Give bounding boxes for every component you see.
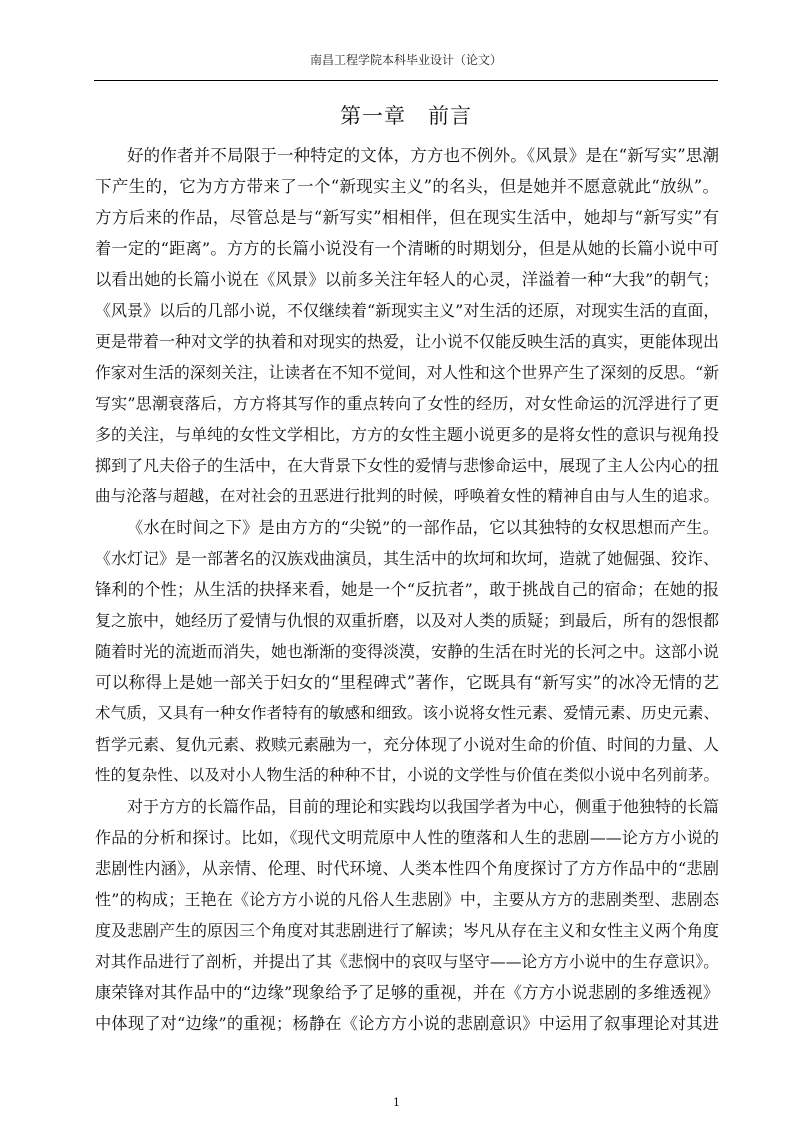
text-line: 《风景》以后的几部小说，不仅继续着“新现实主义”对生活的还原，对现实生活的直面，	[95, 301, 719, 320]
text-line: 术气质，又具有一种女作者特有的敏感和细致。该小说将女性元素、爱情元素、历史元素、	[95, 704, 719, 722]
text-line: 性”的构成；王艳在《论方方小说的凡俗人生悲剧》中，主要从方方的悲剧类型、悲剧态	[95, 890, 719, 909]
paragraph	[95, 512, 719, 791]
text-line: 多的关注，与单纯的女性文学相比，方方的女性主题小说更多的是将女性的意识与视角投	[95, 425, 719, 444]
text-line: 好的作者并不局限于一种特定的文体，方方也不例外。《风景》是在“新写实”思潮	[127, 146, 719, 165]
body-text	[95, 140, 719, 1039]
text-line: 哲学元素、复仇元素、救赎元素融为一，充分体现了小说对生命的价值、时间的力量、人	[95, 735, 719, 754]
text-line: 更是带着一种对文学的执着和对现实的热爱，让小说不仅能反映生活的真实，更能体现出	[95, 332, 719, 351]
text-line: 着一定的“距离”。方方的长篇小说没有一个清晰的时期划分，但是从她的长篇小说中可	[95, 239, 719, 258]
text-line: 写实”思潮衰落后，方方将其写作的重点转向了女性的经历，对女性命运的沉浮进行了更	[95, 394, 719, 413]
text-line: 复之旅中，她经历了爱情与仇恨的双重折磨，以及对人类的质疑；到最后，所有的怨恨都	[95, 611, 719, 630]
text-line: 《水在时间之下》是由方方的“尖锐”的一部作品，它以其独特的女权思想而产生。	[127, 518, 719, 537]
text-line: 作品的分析和探讨。比如，《现代文明荒原中人性的堕落和人生的悲剧——论方方小说的	[95, 828, 719, 847]
text-line: 曲与沦落与超越，在对社会的丑恶进行批判的时候，呼唤着女性的精神自由与人生的追求。	[95, 487, 719, 505]
text-line: 对其作品进行了剖析，并提出了其《悲悯中的哀叹与坚守——论方方小说中的生存意识》。	[95, 952, 719, 971]
text-line: 康荣锋对其作品中的“边缘”现象给予了足够的重视，并在《方方小说悲剧的多维透视》	[95, 983, 719, 1002]
text-line: 可以称得上是她一部关于妇女的“里程碑式”著作，它既具有“新写实”的冰冷无情的艺	[95, 673, 719, 692]
paragraph	[95, 791, 719, 1039]
text-line: 对于方方的长篇作品，目前的理论和实践均以我国学者为中心，侧重于他独特的长篇	[127, 797, 719, 816]
chapter-title: 第一章 前言	[340, 104, 472, 128]
text-line: 度及悲剧产生的原因三个角度对其悲剧进行了解读；岑凡从存在主义和女性主义两个角度	[95, 921, 719, 940]
text-line: 锋利的个性；从生活的抉择来看，她是一个“反抗者”，敢于挑战自己的宿命；在她的报	[95, 580, 719, 599]
header-divider	[94, 80, 718, 81]
text-line: 作家对生活的深刻关注，让读者在不知不觉间，对人性和这个世界产生了深刻的反思。“新	[95, 363, 719, 382]
text-line: 下产生的，它为方方带来了一个“新现实主义”的名头，但是她并不愿意就此“放纵”。	[95, 177, 719, 196]
page-number: 1	[393, 1096, 400, 1109]
paragraph	[95, 140, 719, 512]
text-line: 性的复杂性、以及对小人物生活的种种不甘，小说的文学性与价值在类似小说中名列前茅。	[95, 766, 719, 784]
text-line: 中体现了对“边缘”的重视；杨静在《论方方小说的悲剧意识》中运用了叙事理论对其进	[95, 1014, 719, 1033]
text-line: 悲剧性内涵》，从亲情、伦理、时代环境、人类本性四个角度探讨了方方作品中的“悲剧	[95, 859, 719, 878]
text-line: 掷到了凡夫俗子的生活中，在大背景下女性的爱情与悲惨命运中，展现了主人公内心的扭	[95, 456, 719, 475]
text-line: 随着时光的流逝而消失，她也渐渐的变得淡漠，安静的生活在时光的长河之中。这部小说	[95, 642, 719, 661]
text-line: 《水灯记》是一部著名的汉族戏曲演员，其生活中的坎坷和坎坷，造就了她倔强、狡诈、	[95, 549, 719, 568]
text-line: 方方后来的作品，尽管总是与“新写实”相相伴，但在现实生活中，她却与“新写实”有	[95, 208, 719, 227]
text-line: 以看出她的长篇小说在《风景》以前多关注年轻人的心灵，洋溢着一种“大我”的朝气；	[95, 270, 719, 289]
running-header: 南昌工程学院本科毕业设计（论文）	[309, 53, 502, 67]
